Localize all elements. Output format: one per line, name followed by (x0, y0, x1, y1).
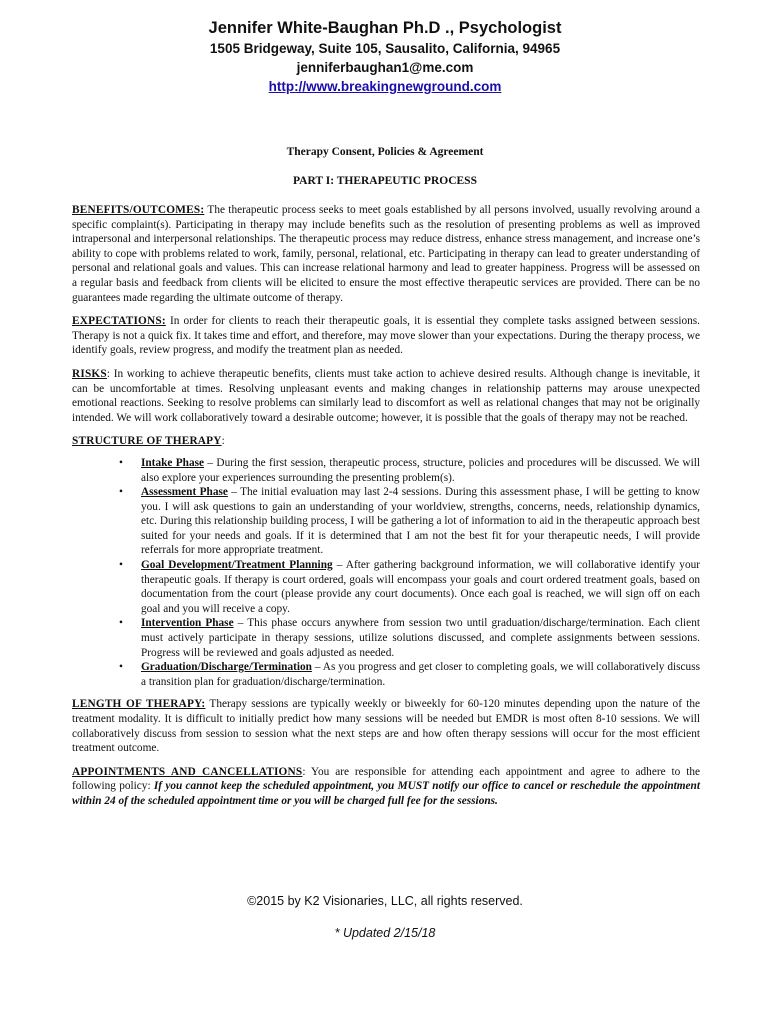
list-item (119, 660, 700, 689)
phase-name: Intervention Phase (141, 617, 234, 630)
letterhead (0, 18, 770, 96)
phase-text: – This phase occurs anywhere from session two until graduation/discharge/termination. Each client must actively participate in therapy sessions, utilize solutions discussed, and complete assignments between sessions. Progress will be reviewed and goals adjusted as needed. (141, 617, 700, 659)
part-heading: PART I: THERAPEUTIC PROCESS (293, 175, 477, 187)
cancellation-policy: If you cannot keep the scheduled appointment, you MUST notify our office to cancel or reschedule the appointment within 24 of the scheduled appointment time or you will be charged full fee for the sessions. (72, 780, 700, 807)
website-link[interactable]: http://www.breakingnewground.com (268, 79, 502, 94)
practice-email: jenniferbaughan1@me.com (296, 60, 474, 75)
structure-heading: STRUCTURE OF THERAPY (72, 435, 222, 448)
phase-text: – During the first session, therapeutic process, structure, policies and procedures will be discussed. We will also explore your experiences surrounding the presenting problem(s). (141, 456, 700, 484)
appointments-heading: APPOINTMENTS AND CANCELLATIONS (72, 765, 303, 778)
bullet-icon: • (119, 559, 123, 572)
bullet-icon: • (119, 617, 123, 630)
expectations-heading: EXPECTATIONS: (72, 315, 166, 328)
bullet-icon: • (119, 661, 123, 674)
appointments-text: : You are responsible for attending each appointment and agree to adhere to the following policy: (72, 765, 700, 793)
practice-address: 1505 Bridgeway, Suite 105, Sausalito, California, 94965 (209, 41, 561, 56)
expectations-paragraph (72, 314, 700, 358)
expectations-text: In order for clients to reach their therapeutic goals, it is essential they complete tasks assigned between sessions. Therapy is not a quick fix. It takes time and effort, and therefore, may move slower than your expectations. During the therapy process, we identify goals, review progress, and modify the treatment plan as needed. (72, 315, 700, 357)
risks-text: : In working to achieve therapeutic benefits, clients must take action to achieve desired results. Although change is inevitable, it can be uncomfortable at times. Resolving unpleasant events and making changes in relationship patterns may arouse unexpected emotional reactions. Seeking to resolve problems can similarly lead to discomfort as well as relational changes that may not be originally intended. We will work collaboratively toward a desirable outcome; however, it is possible that the goals of therapy may not be reached. (72, 367, 700, 424)
list-item (119, 485, 700, 558)
appointments-paragraph (72, 765, 700, 809)
phase-text: – After gathering background information, we will collaborative identify your therapeutic goals. If therapy is court ordered, goals will encompass your goals and court ordered treatment goals, based on documentation from the court (please provide any court documents). Once each goal is reached, we will sign off on each goal and you will receive a copy. (141, 559, 700, 615)
list-item (119, 456, 700, 485)
length-text: Therapy sessions are typically weekly or biweekly for 60-120 minutes depending upon the nature of the treatment modality. It is difficult to initially predict how many sessions will be needed but EMDR is most often 8-10 sessions. We will collaboratively discuss from session to session what the next steps are and how often therapy sessions will occur for the most efficient treatment outcome. (72, 698, 700, 755)
structure-heading-colon: : (221, 435, 225, 448)
updated-date: * Updated 2/15/18 (334, 926, 436, 940)
document-title: Therapy Consent, Policies & Agreement (286, 146, 484, 158)
length-paragraph (72, 697, 700, 755)
copyright-notice: ©2015 by K2 Visionaries, LLC, all rights reserved. (247, 894, 523, 908)
structure-list (72, 456, 700, 690)
practitioner-name: Jennifer White-Baughan Ph.D ., Psychologist (208, 19, 562, 37)
list-item (119, 558, 700, 616)
phase-text: – The initial evaluation may last 2-4 sessions. During this assessment phase, I will be getting to know you. I will ask questions to gain an understanding of your worldview, strengths, concerns, needs, relationship dynamics, etc. During this relationship building process, I will be gathering a lot of information to aid in the therapeutic approach best suited for your needs and goals. If it is determined that I am not the best fit for your therapeutic needs, I will provide referrals for more appropriate treatment. (141, 486, 700, 557)
length-heading: LENGTH OF THERAPY: (72, 698, 206, 711)
structure-heading-line (72, 434, 700, 449)
list-item (119, 616, 700, 660)
document-body (72, 203, 700, 818)
phase-name: Assessment Phase (141, 486, 228, 499)
risks-heading: RISKS (72, 367, 107, 380)
benefits-text: The therapeutic process seeks to meet goals established by all persons involved, usually revolving around a specific complaint(s). Participating in therapy may include benefits such as the resolution of presenting problems as well as improved intrapersonal and interpersonal relationships. The therapeutic process may reduce distress, enhance stress management, and increase one’s ability to cope with problems related to work, family, personal, relational, etc. Participating in therapy can lead to greater understanding of personal and relational goals and values. This can increase relational harmony and lead to greater happiness. Progress will be assessed on a regular basis and feedback from clients will be elicited to ensure the most effective therapeutic services are provided. There can be no guarantees made regarding the ultimate outcome of therapy. (72, 204, 700, 304)
phase-name: Goal Development/Treatment Planning (141, 559, 333, 572)
phase-text: – As you progress and get closer to completing goals, we will collaboratively discuss a transition plan for graduation/discharge/termination. (141, 661, 700, 688)
phase-name: Graduation/Discharge/Termination (141, 661, 312, 674)
phase-name: Intake Phase (141, 456, 205, 469)
bullet-icon: • (119, 456, 123, 469)
risks-paragraph (72, 367, 700, 425)
bullet-icon: • (119, 486, 123, 499)
benefits-paragraph (72, 203, 700, 305)
benefits-heading: BENEFITS/OUTCOMES: (72, 204, 205, 216)
